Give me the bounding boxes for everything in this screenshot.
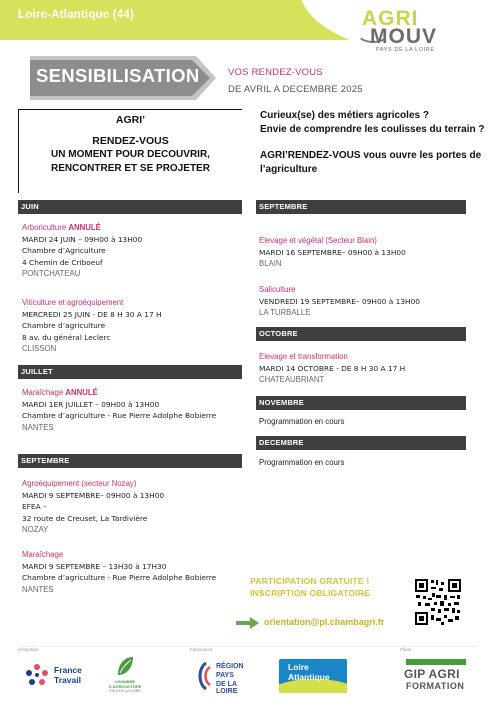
novembre-status: Programmation en cours — [259, 417, 345, 426]
sensibilisation-label: SENSIBILISATION — [36, 65, 200, 86]
event-place: CLISSON — [22, 344, 57, 353]
logo-line2: MOUV — [370, 25, 437, 48]
footer-label-pilote: Pilote — [400, 647, 412, 652]
event-maraichage-septembre — [22, 549, 248, 595]
event-venue: Chambre d’agriculture — [22, 321, 106, 330]
event-elevage-transformation — [259, 351, 469, 386]
loire-atlantique-line1: Loire — [288, 662, 309, 672]
region-logo — [196, 660, 256, 695]
event-venue: EFEA – — [22, 502, 47, 511]
event-arboriculture — [22, 222, 242, 280]
region-line2: PAYS — [216, 672, 234, 679]
rendez-vous-title: VOS RENDEZ-VOUS — [228, 67, 323, 78]
event-title: Elevage et transformation — [259, 352, 348, 361]
region-mark-icon — [196, 662, 214, 690]
footer-label-financeurs: Financeurs — [190, 647, 213, 652]
section-octobre: OCTOBRE — [256, 327, 466, 341]
chambre-agriculture-logo — [100, 655, 150, 697]
gip-agri-formation-logo — [402, 659, 470, 695]
side-credits — [480, 380, 488, 680]
france-travail-line1: France — [54, 665, 82, 675]
event-title: Arboriculture ANNULÉ — [22, 223, 101, 232]
event-elevage-vegetal — [259, 235, 469, 270]
section-septembre-right: SEPTEMBRE — [256, 200, 466, 214]
chambre-line1: CHAMBRE — [114, 679, 136, 684]
event-date: MERCREDI 25 JUIN - DE 8 H 30 A 17 H — [22, 309, 162, 319]
event-place: PONTCHATEAU — [22, 269, 81, 278]
gip-line1: GIP AGRI — [404, 667, 460, 681]
intro-line3: UN MOMENT POUR DECOUVRIR, — [51, 149, 210, 160]
intro-line2: RENDEZ-VOUS — [92, 135, 169, 147]
section-juin: JUIN — [18, 200, 242, 214]
event-date: VENDREDI 19 SEPTEMBRE– 09H00 à 13H00 — [259, 296, 420, 306]
section-septembre-left: SEPTEMBRE — [18, 454, 242, 468]
participation-box — [250, 576, 398, 636]
cancelled-flag: ANNULÉ — [68, 223, 101, 232]
event-title: Maraîchage ANNULÉ — [22, 388, 98, 397]
event-date: MARDI 9 SEPTEMBRE – 13H30 à 17H30 — [22, 561, 167, 571]
intro-line1: AGRI’ — [115, 114, 146, 126]
france-travail-logo — [24, 660, 94, 690]
rendez-vous-period: DE AVRIL A DECEMBRE 2025 — [228, 84, 363, 95]
region-line3: DE LA LOIRE — [216, 681, 238, 695]
event-place: NOZAY — [22, 525, 49, 534]
sensibilisation-banner — [30, 56, 216, 100]
qr-code-icon[interactable] — [414, 578, 462, 626]
event-viticulture — [22, 297, 242, 355]
event-place: NANTES — [22, 422, 54, 432]
contact-email-link[interactable]: orientation@pl.chambagri.fr — [264, 617, 385, 627]
chambre-line3: PAYS DE LA LOIRE — [109, 689, 141, 693]
event-date: MARDI 16 SEPTEMBRE– 09H00 à 13H00 — [259, 247, 406, 257]
event-venue: Chambre d’agriculture - Rue Pierre Adolphe Bobierre — [22, 573, 217, 582]
event-venue: Chambre d’Agriculture — [22, 246, 106, 255]
intro-text — [260, 109, 488, 177]
section-decembre: DECEMBRE — [256, 436, 466, 450]
agrimouv-logo — [356, 7, 476, 55]
gip-line2: FORMATION — [406, 681, 465, 691]
intro-question-2: Envie de comprendre les coulisses du terrain ? — [260, 124, 485, 135]
logo-line3: PAYS DE LA LOIRE — [376, 47, 435, 53]
loire-atlantique-line2: Atlantique — [288, 672, 330, 682]
event-maraichage-juillet — [22, 387, 248, 433]
arrow-right-icon — [236, 616, 260, 630]
event-place: NANTES — [22, 584, 54, 594]
event-title: Viticulture et agroéquipement — [22, 298, 124, 307]
event-place: CHATEAUBRIANT — [259, 375, 325, 384]
footer-label-animation: Animation — [18, 647, 39, 652]
event-place: LA TURBALLE — [259, 308, 311, 317]
intro-line4: RENCONTRER ET SE PROJETER — [51, 163, 210, 174]
event-venue: Chambre d’agriculture - Rue Pierre Adolphe Bobierre — [22, 411, 217, 420]
event-title: Saliculture — [259, 285, 296, 294]
intro-box — [18, 109, 242, 193]
event-date: MARDI 14 OCTOBRE - DE 8 H 30 A 17 H — [259, 363, 406, 373]
logo-line1: AGRI — [362, 7, 419, 30]
cancelled-flag: ANNULÉ — [65, 388, 98, 397]
intro-paragraph-2: l’agriculture — [260, 164, 318, 175]
registration-required: INSCRIPTION OBLIGATOIRE — [250, 588, 370, 598]
chambre-line2: D’AGRICULTURE — [108, 684, 142, 689]
france-travail-mark-icon — [24, 662, 50, 688]
loire-atlantique-logo — [279, 659, 347, 693]
event-title: Maraîchage — [22, 550, 64, 559]
event-date: MARDI 1ER JUILLET – 09H00 à 13H00 — [22, 399, 160, 409]
event-title: Elevage et végétal (Secteur Blain) — [259, 236, 377, 245]
event-address: 32 route de Creuset, La Tardivière — [22, 513, 148, 523]
event-saliculture — [259, 284, 469, 319]
participation-free: PARTICIPATION GRATUITE ! — [250, 576, 370, 586]
section-juillet: JUILLET — [18, 365, 242, 379]
event-title: Agroéquipement (secteur Nozay) — [22, 479, 137, 488]
section-novembre: NOVEMBRE — [256, 396, 466, 410]
intro-paragraph-1: AGRI’RENDEZ-VOUS vous ouvre les portes de — [260, 150, 482, 161]
region-label: Loire-Atlantique (44) — [18, 9, 135, 21]
event-agroequipement — [22, 478, 242, 536]
event-date: MARDI 24 JUIN – 09H00 à 13H00 — [22, 234, 143, 244]
event-address: 8 av. du général Leclerc — [22, 332, 111, 342]
chambre-leaf-icon — [115, 655, 135, 677]
event-date: MARDI 9 SEPTEMBRE– 09H00 à 13H00 — [22, 490, 165, 500]
region-line1: RÉGION — [216, 663, 244, 670]
event-address: 4 Chemin de Criboeuf — [22, 257, 103, 267]
intro-question-1: Curieux(se) des métiers agricoles ? — [260, 110, 429, 121]
france-travail-line2: Travail — [54, 675, 81, 685]
event-place: BLAIN — [259, 259, 282, 268]
decembre-status: Programmation en cours — [259, 458, 345, 467]
